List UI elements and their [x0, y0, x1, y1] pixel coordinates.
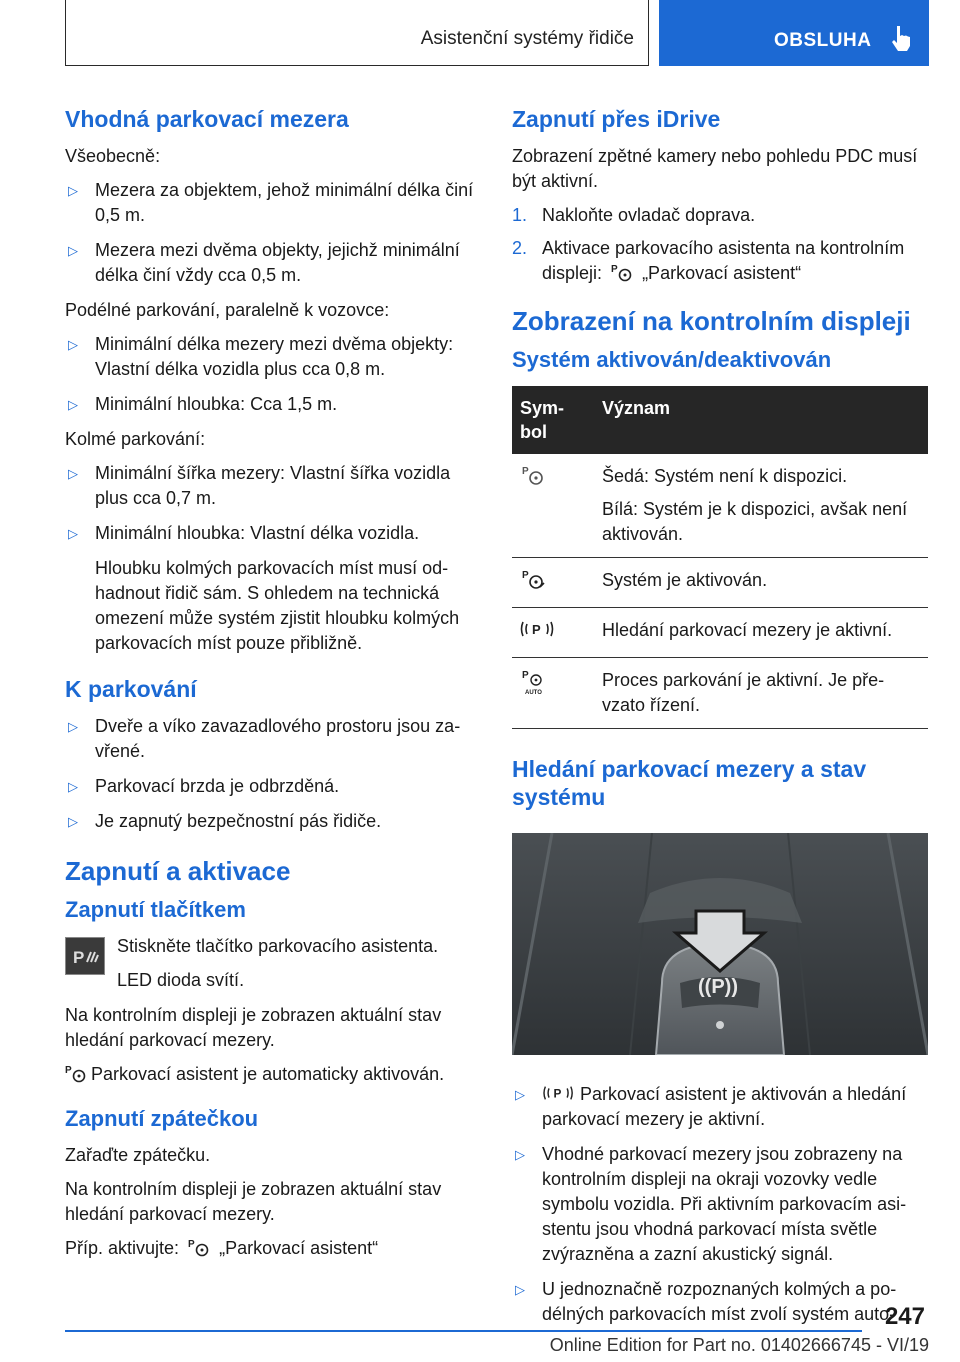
- heading-activation: Zapnutí a aktivace: [65, 856, 291, 886]
- list-item: ▷ Minimální hloubka: Cca 1,5 m.: [65, 392, 483, 417]
- svg-text:AUTO: AUTO: [525, 690, 542, 696]
- section-title: Asistenční systémy řidiče: [420, 28, 634, 49]
- svg-text:P: P: [73, 948, 85, 967]
- svg-text:P: P: [188, 1239, 195, 1250]
- auto-note: P Parkovací asistent je automaticky aktivován.: [65, 1064, 445, 1084]
- page-number: 247: [884, 1303, 925, 1330]
- park-assist-button-icon: [65, 937, 105, 975]
- step-item: 1. Nakloňte ovladač doprava.: [512, 205, 756, 225]
- button-step: Stiskněte tlačítko parkovacího asistenta.: [117, 936, 439, 956]
- svg-text:P: P: [522, 670, 529, 681]
- table-row: P Systém je aktivován.: [512, 558, 928, 608]
- heading-display: Zobrazení na kontrolním displeji: [512, 306, 911, 336]
- reverse-display-note: Na kontrolním displeji je zobrazen aktuální stav hledání parkovací mezery.: [65, 1179, 442, 1224]
- triangle-right-icon: ▷: [515, 1087, 525, 1102]
- heading-reverse: Zapnutí zpátečkou: [65, 1106, 259, 1131]
- pointing-hand-icon: [889, 24, 913, 52]
- parking-search-icon: [542, 1083, 576, 1103]
- svg-text:P: P: [522, 570, 529, 581]
- park-assist-gray-icon: [520, 464, 546, 486]
- reverse-activate: Příp. aktivujte: P „Parkovací asistent“: [65, 1238, 379, 1258]
- heading-suitable-space: Vhodná parkovací mezera: [65, 106, 349, 132]
- svg-text:P: P: [553, 1086, 562, 1101]
- perpendicular-note: Hloubku kolmých parkovacích míst musí od-hadnout řidič sám. S ohledem na technická omezení může systém zjistit hloubku kolmých parkovacích míst pouze přibližně.: [95, 558, 460, 653]
- chapter-title: OBSLUHA: [774, 30, 872, 51]
- park-assist-symbol-icon: [65, 1063, 87, 1083]
- triangle-right-icon: ▷: [68, 337, 78, 352]
- svg-text:((P)): ((P)): [698, 976, 738, 998]
- triangle-right-icon: ▷: [68, 814, 78, 829]
- heading-button: Zapnutí tlačítkem: [65, 897, 246, 922]
- heading-status: Systém aktivován/deaktivován: [512, 347, 832, 372]
- reverse-step: Zařaďte zpátečku.: [65, 1145, 211, 1165]
- list-item: ▷ P Parkovací asistent je aktivován a hledání parkovací mezery je aktivní.: [515, 1084, 907, 1129]
- chapter-tab: [659, 0, 929, 66]
- parking-auto-icon: [520, 668, 550, 696]
- table-row: P Hledání parkovací mezery je aktivní.: [512, 608, 928, 658]
- left-column: [65, 100, 483, 1270]
- table-row: P Šedá: Systém není k dispozici. Bílá: Systém je k dispozici, avšak není aktivován.: [512, 454, 928, 558]
- general-label: Všeobecně:: [65, 146, 161, 166]
- col-symbol: Sym-bol: [512, 386, 594, 454]
- list-item: ▷ Minimální hloubka: Vlastní délka vozidla.: [65, 521, 483, 546]
- svg-text:P: P: [522, 466, 529, 477]
- page-header: [65, 0, 929, 66]
- park-assist-symbol-icon: [188, 1237, 210, 1257]
- section-tab: [65, 0, 649, 66]
- triangle-right-icon: ▷: [68, 243, 78, 258]
- list-item: ▷ Mezera za objektem, jehož minimální délka činí 0,5 m.: [68, 180, 474, 225]
- list-item: ▷ Dveře a víko zavazadlového prostoru jsou za-vřené.: [68, 716, 461, 761]
- list-item: ▷ Mezera mezi dvěma objekty, jejichž minimální délka činí vždy cca 0,5 m.: [68, 240, 460, 285]
- triangle-right-icon: ▷: [68, 526, 78, 541]
- perpendicular-label: Kolmé parkování:: [65, 429, 206, 449]
- park-assist-symbol-icon: [611, 262, 633, 282]
- triangle-right-icon: ▷: [68, 779, 78, 794]
- display-note: Na kontrolním displeji je zobrazen aktuální stav hledání parkovací mezery.: [65, 1005, 442, 1050]
- col-meaning: Význam: [594, 386, 928, 454]
- heading-idrive: Zapnutí přes iDrive: [512, 106, 721, 132]
- list-item: ▷ Je zapnutý bezpečnostní pás řidiče.: [65, 809, 483, 834]
- list-item: ▷ Vhodné parkovací mezery jsou zobrazeny na kontrolním displeji na okraji vozovky vedle symbolu vozidla. Při aktivním parkovacím asi-stentu jsou vhodná parkovací místa světle zvýrazněna a zazní akustický signál.: [515, 1144, 907, 1264]
- symbol-table: [512, 386, 928, 729]
- step-item: 2. Aktivace parkovacího asistenta na kontrolním displeji: P „Parkovací asistent“: [512, 238, 905, 283]
- triangle-right-icon: ▷: [515, 1282, 525, 1297]
- right-column: [512, 100, 928, 1337]
- heading-for-parking: K parkování: [65, 676, 197, 702]
- idrive-intro: Zobrazení zpětné kamery nebo pohledu PDC musí být aktivní.: [512, 146, 918, 191]
- park-assist-active-icon: [520, 568, 546, 590]
- heading-search: Hledání parkovací mezery a stav systému: [512, 756, 867, 810]
- button-instruction: [65, 934, 483, 993]
- list-item: ▷ Minimální šířka mezery: Vlastní šířka vozidla plus cca 0,7 m.: [68, 463, 451, 508]
- parking-search-icon: [520, 618, 556, 640]
- triangle-right-icon: ▷: [68, 466, 78, 481]
- list-item: ▷ Minimální délka mezery mezi dvěma objekty: Vlastní délka vozidla plus cca 0,8 m.: [68, 334, 454, 379]
- table-row: P AUTO Proces parkování je aktivní. Je pře-vzato řízení.: [512, 658, 928, 729]
- edition-text: Online Edition for Part no. 01402666745 - VI/19: [549, 1335, 929, 1355]
- triangle-right-icon: ▷: [68, 397, 78, 412]
- led-status: LED dioda svítí.: [117, 970, 245, 990]
- svg-text:P: P: [65, 1065, 72, 1076]
- parking-display-illustration: [512, 833, 928, 1055]
- triangle-right-icon: ▷: [515, 1147, 525, 1162]
- list-item: ▷ U jednoznačně rozpoznaných kolmých a po-délných parkovacích míst zvolí systém auto-: [515, 1279, 897, 1324]
- triangle-right-icon: ▷: [68, 719, 78, 734]
- svg-text:P: P: [532, 622, 541, 637]
- list-item: ▷ Parkovací brzda je odbrzděná.: [65, 774, 483, 799]
- footer-divider: [65, 1330, 862, 1332]
- triangle-right-icon: ▷: [68, 183, 78, 198]
- parallel-label: Podélné parkování, paralelně k vozovce:: [65, 300, 390, 320]
- svg-text:P: P: [611, 264, 618, 275]
